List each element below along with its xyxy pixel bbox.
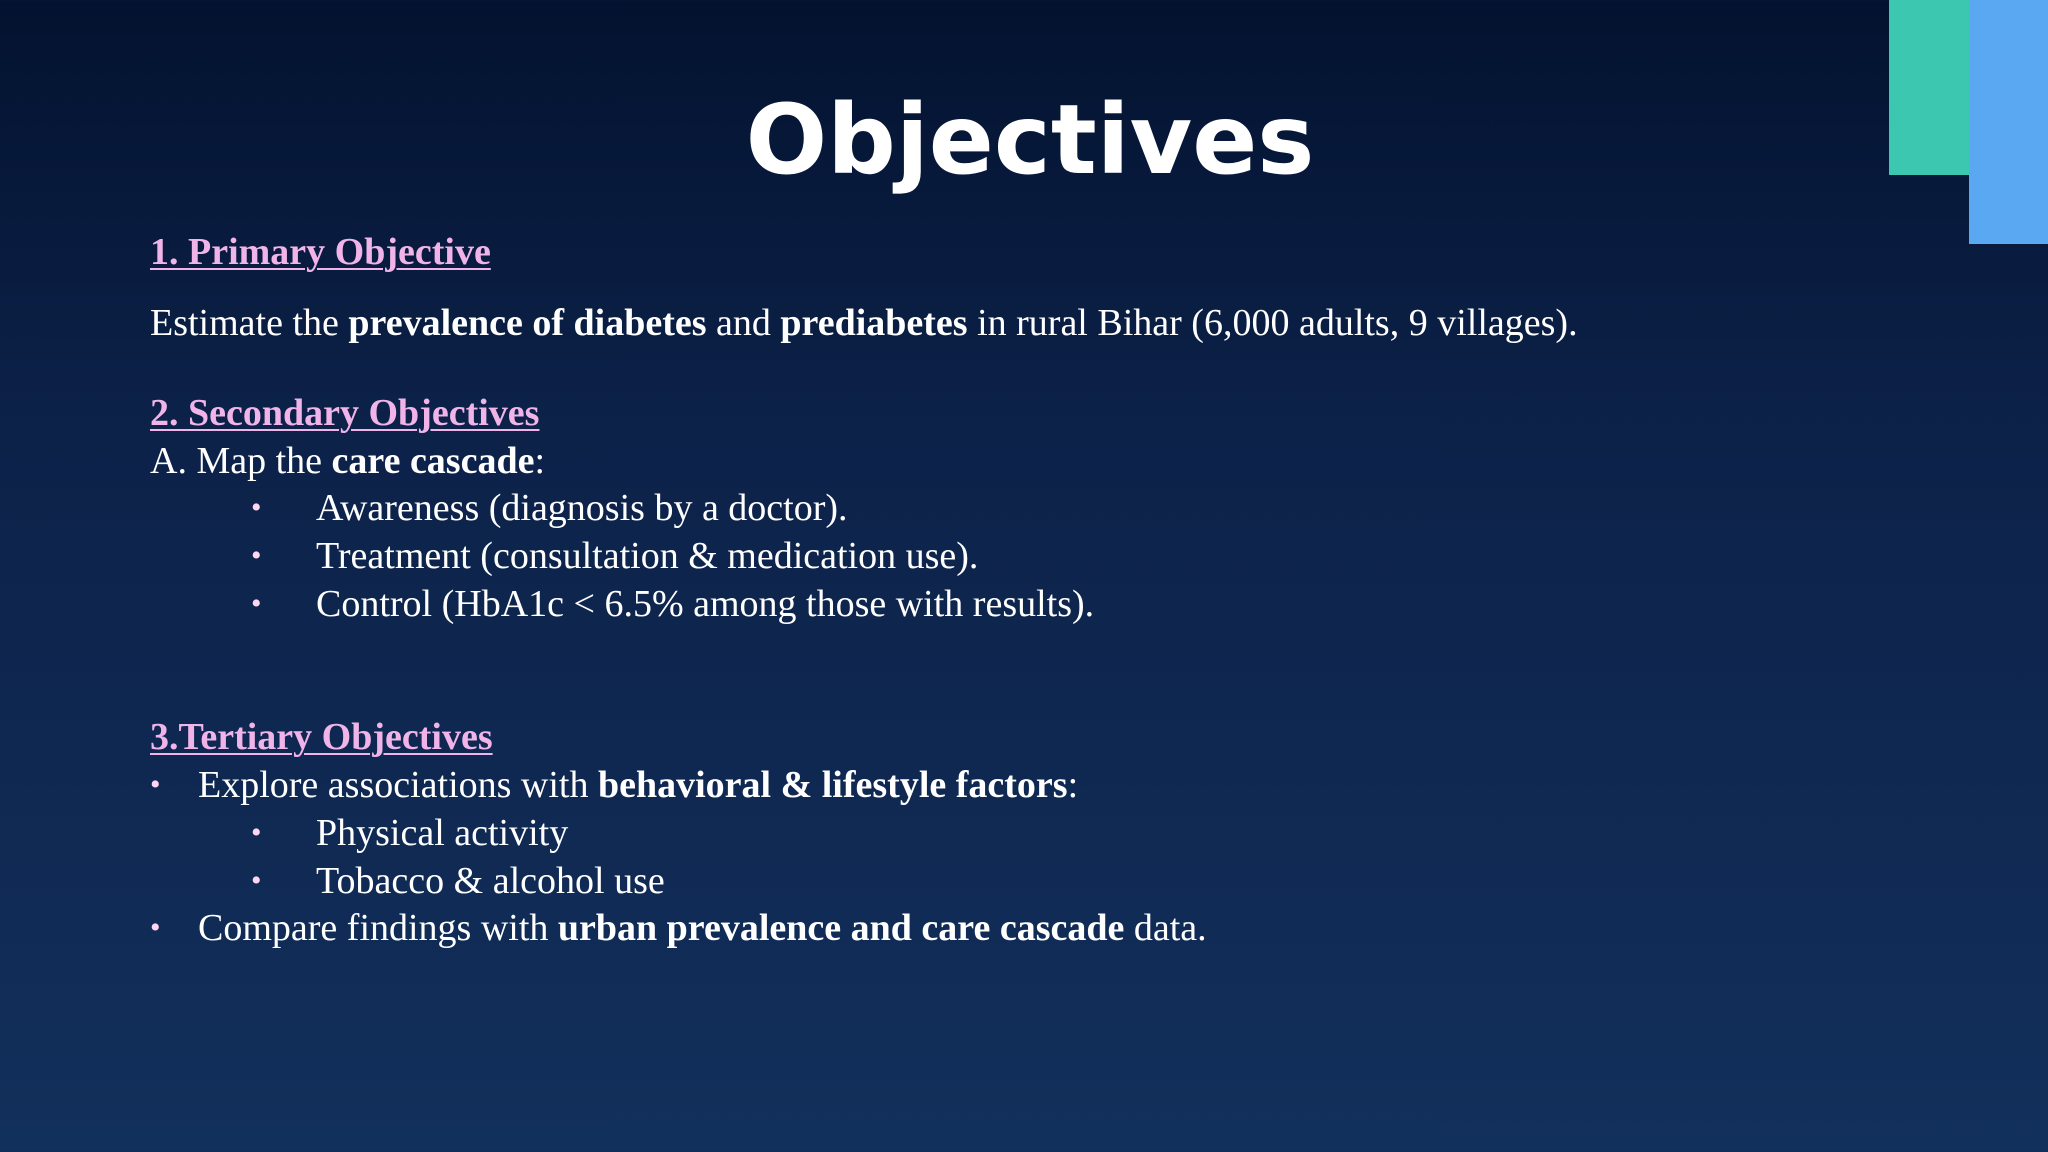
bullet-icon: • (251, 491, 262, 524)
primary-objective-heading: 1. Primary Objective (150, 231, 491, 273)
primary-objective-text (150, 300, 1578, 346)
tertiary-item-2-bold: urban prevalence and care cascade (557, 907, 1125, 949)
primary-text-part-2: and (706, 302, 781, 344)
primary-bold-part-2: prediabetes (780, 302, 968, 344)
bullet-icon: • (150, 911, 161, 944)
care-cascade-intro-bold: care cascade (331, 440, 535, 482)
primary-bold-part-1: prevalence of diabetes (348, 302, 707, 344)
care-cascade-intro-end: : (534, 440, 546, 482)
tertiary-objectives-heading: 3.Tertiary Objectives (150, 716, 493, 758)
primary-text-part-3: in rural Bihar (6,000 adults, 9 villages). (967, 302, 1578, 344)
tertiary-item-urban-comparison (198, 905, 1207, 951)
bullet-icon: • (251, 587, 262, 620)
secondary-item-control: Control (HbA1c < 6.5% among those with results). (316, 583, 1095, 625)
tertiary-item-1-end: : (1067, 764, 1079, 806)
tertiary-subitem-tobacco-alcohol: Tobacco & alcohol use (316, 860, 665, 902)
tertiary-item-2-end: data. (1124, 907, 1207, 949)
care-cascade-intro-text: A. Map the (150, 440, 332, 482)
bullet-icon: • (251, 539, 262, 572)
primary-text-part-1: Estimate the (150, 302, 349, 344)
secondary-item-awareness: Awareness (diagnosis by a doctor). (316, 487, 848, 529)
bullet-icon: • (150, 768, 161, 801)
bullet-icon: • (251, 816, 262, 849)
bullet-icon: • (251, 864, 262, 897)
care-cascade-intro (150, 438, 545, 484)
tertiary-subitem-physical-activity: Physical activity (316, 812, 569, 854)
tertiary-item-lifestyle (198, 762, 1078, 808)
tertiary-item-2-text: Compare findings with (198, 907, 558, 949)
secondary-objectives-heading: 2. Secondary Objectives (150, 392, 540, 434)
slide-title: Objectives (745, 84, 1315, 196)
tertiary-item-1-text: Explore associations with (198, 764, 598, 806)
tertiary-item-1-bold: behavioral & lifestyle factors (597, 764, 1068, 806)
secondary-item-treatment: Treatment (consultation & medication use). (316, 535, 979, 577)
